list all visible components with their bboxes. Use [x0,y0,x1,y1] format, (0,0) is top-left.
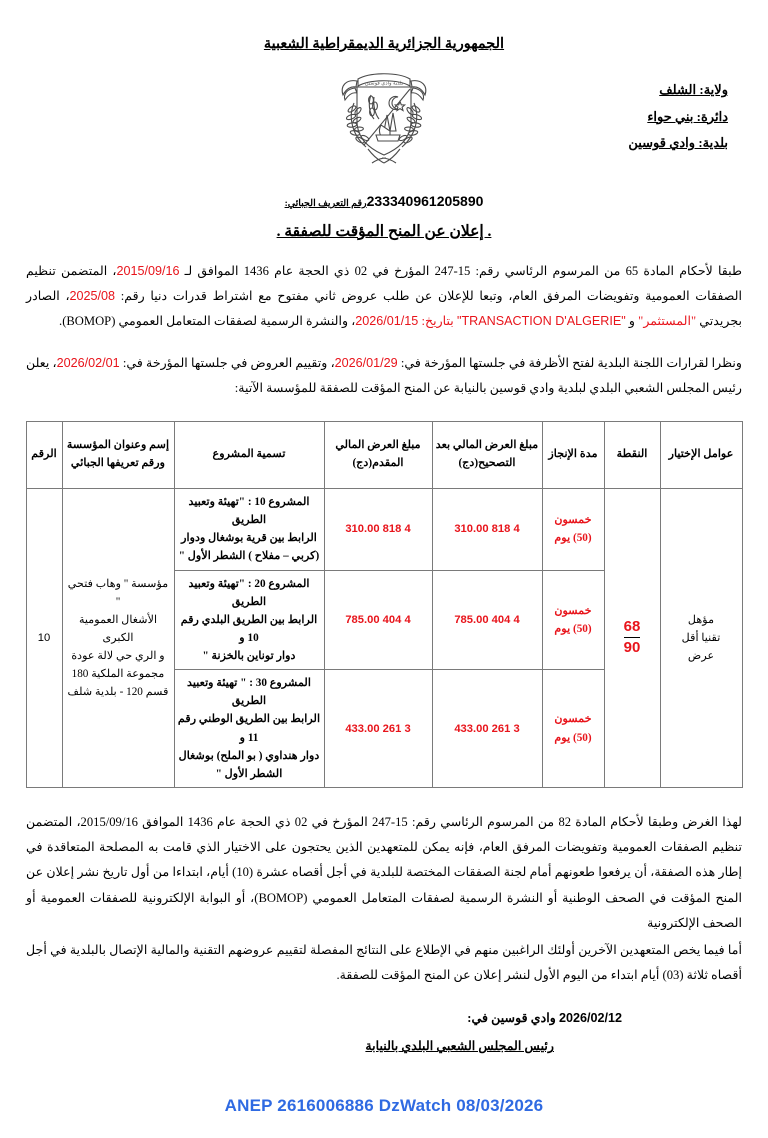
delay-line-1: خمسون [554,514,592,527]
republic-heading: الجمهورية الجزائرية الديمقراطية الشعبية [263,36,505,52]
cell-project-name [174,670,324,788]
p1-newspaper-2: "TRANSACTION D'ALGERIE" [456,314,626,329]
cell-project-name [174,488,324,570]
project-line-1: المشروع 10 : "تهيئة وتعبيد الطريق [188,495,310,527]
score-fraction [624,618,641,656]
project-line-2: الرابط بين الطريق الوطني رقم 11 و [177,713,321,744]
project-line-3: دوار توناين بالخزنة " [202,650,296,663]
p1-publication-date: 2026/01/15 [355,314,419,329]
score-denominator: 90 [623,638,641,656]
project-line-3: (كربي – مفلاح ) الشطر الأول " [178,550,320,563]
cell-offer-submitted: 3 261 433.00 [324,670,432,788]
cell-offer-corrected: 3 261 433.00 [432,670,542,788]
taxid-value: 233340961205890 [366,193,484,209]
firm-line-1: مؤسسة " وهاب فتحي " [67,577,169,608]
firm-line-5: قسم 120 - بلدية شلف [67,686,169,699]
p1-text-b: ، المتضمن تنظيم الصفقات العمومية وتفويضات المرفق العام، وتبعا للإعلان عن طلب عروض ثاني مفتوح مع اشتراط قدرات دنيا رقم: [26,264,742,304]
table-row [26,488,742,570]
taxid-label: رقم التعريف الجبائي: [284,199,367,209]
place-and-date [467,1010,622,1026]
delay-line-2: (50) يوم [554,731,592,744]
delay-line-1: خمسون [554,713,592,726]
column-header-offer-corrected: مبلغ العرض المالي بعد التصحيح(دج) [432,421,542,488]
project-line-1: المشروع 30 : " تهيئة وتعبيد الطريق [187,677,311,708]
p2-evaluation-date: 2026/02/01 [56,355,120,370]
cell-delay [542,670,604,788]
daira-label: دائرة: بني حواء [647,108,728,124]
award-table [26,421,743,788]
header-row [0,59,768,179]
cell-offer-corrected: 4 404 785.00 [432,570,542,670]
p2-text-a: ونظرا لقرارات اللجنة البلدية لفتح الأظرفة في جلستها المؤرخة في: [397,355,742,370]
criteria-line-2: تقنيا أقل [681,631,721,644]
p1-text-c: ، الصادر بجريدتي [26,289,742,329]
delay-line-2: (50) يوم [554,532,592,545]
paragraph-legal-basis [26,259,742,335]
p1-conjunction: و [625,314,639,329]
signature-date: 2026/02/12 [558,1011,622,1026]
anep-footer: ANEP 2616006886 DzWatch 08/03/2026 [224,1096,544,1115]
commune-emblem-icon [324,59,444,177]
column-header-firm: إسم وعنوان المؤسسة ورقم تعريفها الجبائي [62,421,174,488]
p1-text-a: طبقا لأحكام المادة 65 من المرسوم الرئاسي رقم: 15-247 المؤرخ في 02 ذي الحجة عام 1436 الموافق لـ [179,264,742,278]
p2-text-c: ، يعلن رئيس المجلس الشعبي البلدي لبلدية وادي قوسين بالنيابة عن المنح المؤقت للصفقة للمؤسسة الآتية: [26,355,742,395]
baladia-label: بلدية: وادي قوسين [628,135,728,151]
project-line-2: الرابط بين قرية بوشغال ودوار [181,532,317,545]
p1-decree-date: 2015/09/16 [116,264,180,278]
firm-line-2: الأشغال العمومية الكبرى [78,613,158,644]
p1-newspaper-1: "المستثمر" [638,314,697,329]
firm-line-4: مجموعة الملكية 180 [71,668,165,681]
cell-delay [542,488,604,570]
tax-identification-number [0,193,768,210]
cell-offer-submitted: 4 818 310.00 [324,488,432,570]
column-header-delay: مدة الإنجاز [542,421,604,488]
place-date-label: وادي قوسين في: [467,1011,556,1026]
column-header-num: الرقم [26,421,62,488]
firm-line-3: و الري حي لالة عودة [71,650,165,663]
p1-text-d: ، والنشرة الرسمية لصفقات المتعامل العمومي (BOMOP). [59,314,356,329]
column-header-score: النقطة [604,421,660,488]
cell-firm-name-address [62,488,174,787]
wilaya-label: ولاية: الشلف [659,82,728,97]
p2-text-b: ، وتقييم العروض في جلستها المؤرخة في: [119,355,335,370]
project-line-4: الشطر الأول " [215,767,283,780]
cell-selection-criteria [660,488,742,787]
cell-delay [542,570,604,670]
page-title: . إعلان عن المنح المؤقت للصفقة . [276,223,492,240]
signer-title: رئيس المجلس الشعبي البلدي بالنيابة [365,1039,554,1054]
cell-row-number: 10 [26,488,62,787]
paragraph-appeal-rights: لهذا الغرض وطبقا لأحكام المادة 82 من المرسوم الرئاسي رقم: 15-247 المؤرخ في 02 ذي الحجة عام 1436 الموافق 2015/09/16، المتضمن تنظيم الصفقات العمومية وتفويضات المرفق العام، فإنه يمكن للمتعهدين الذين يحتجون على الاختيار الذي قامت به المصلحة المتعاقدة في إطار هذه الصفقة، أن يرفعوا طعونهم أمام لجنة الصفقات المختصة للبلدية في أجل أقصاه عشرة (10) أيام، ابتداءا من أول تاريخ نشر إعلان عن المنح المؤقت في الصحف الوطنية أو النشرة الرسمية لصفقات المتعامل العمومي (BOMOP)، أو البوابة الإلكترونية للصفقات العمومية أو الصحف الإلكترونية [26,815,743,930]
column-header-offer-submitted: مبلغ العرض المالي المقدم(دج) [324,421,432,488]
cell-project-name [174,570,324,670]
column-header-project: تسمية المشروع [174,421,324,488]
paragraph-detailed-results: أما فيما يخص المتعهدين الآخرين أولئك الراغبين منهم في الإطلاع على النتائج المفصلة لتقييم عروضهم التقنية والمالية الإتصال بالبلدية في أجل أقصاه ثلاثة (03) أيام ابتداء من اليوم الأول لنشر إعلان عن المنح المؤقت للصفقة. [26,942,742,983]
signature-block [26,1010,742,1070]
cell-offer-submitted: 4 404 785.00 [324,570,432,670]
cell-score [604,488,660,787]
criteria-line-3: عرض [687,650,715,663]
project-line-3: دوار هنداوي ( بو الملح) بوشغال [178,749,320,762]
cell-offer-corrected: 4 818 310.00 [432,488,542,570]
score-numerator: 68 [623,618,641,636]
svg-text:بلدية وادي قوسين: بلدية وادي قوسين [364,80,404,87]
p2-envelope-opening-date: 2026/01/29 [334,355,398,370]
p1-date-label: بتاريخ: [418,314,457,329]
criteria-line-1: مؤهل [687,613,715,626]
delay-line-2: (50) يوم [554,622,592,635]
column-header-criteria: عوامل الإختيار [660,421,742,488]
paragraph-commission-decisions [26,351,742,401]
p1-tender-number: 2025/08 [69,289,116,304]
delay-line-1: خمسون [554,604,592,617]
project-line-1: المشروع 20 : "تهيئة وتعبيد الطريق [188,577,310,608]
project-line-2: الرابط بين الطريق البلدي رقم 10 و [180,613,318,644]
administrative-hierarchy [628,77,728,157]
table-header-row [26,421,742,488]
